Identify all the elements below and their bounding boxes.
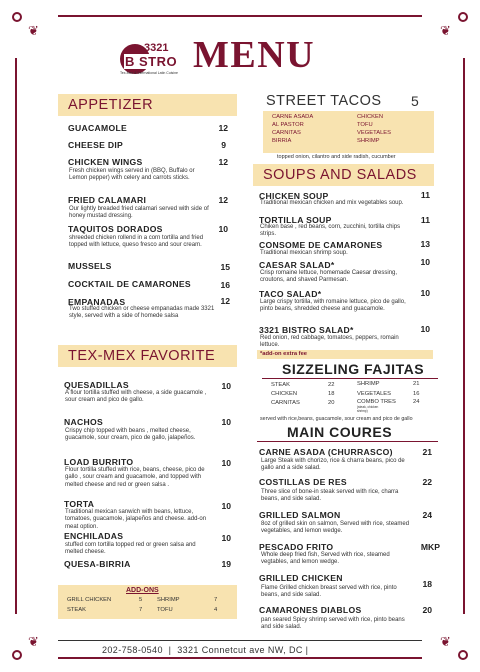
scroll-ornament: ❦ bbox=[440, 634, 451, 649]
menu-item-desc: Crisp romaine lettuce, homemade Caesar dressing, croutons, and shaved Parmesan. bbox=[260, 270, 398, 284]
menu-item-price: 13 bbox=[420, 239, 430, 249]
menu-item-name: TORTILLA SOUP bbox=[259, 215, 332, 225]
menu-item-desc: Traditional mexican sanwich with beans, lettuce, tomatoes, guacamole, jalapeños and cheese. add-on meat option. bbox=[65, 509, 207, 530]
menu-item-desc: Red onion, red cabbage, tomatoes, peppers, romain lettuce. bbox=[260, 335, 399, 349]
menu-item-desc: Crispy chip topped with beans , melted cheese, guacamole, sour cream, pico de gallo, jalapeños. bbox=[65, 428, 196, 442]
fajita-name: COMBO TRES bbox=[357, 399, 396, 405]
menu-item-price: 10 bbox=[420, 257, 430, 267]
menu-item-desc: Our lightly breaded fried calamari served with side of honey mustad dressing. bbox=[69, 206, 209, 220]
tacos-option: TOFU bbox=[357, 122, 373, 128]
fajita-name: CHICKEN bbox=[271, 391, 298, 397]
page-title: MENU bbox=[193, 34, 316, 76]
menu-item-name: CHICKEN WINGS bbox=[68, 157, 143, 167]
fajita-price: 21 bbox=[413, 381, 420, 387]
corner-ornament bbox=[12, 12, 22, 22]
menu-item-price: 9 bbox=[221, 140, 226, 150]
tacos-option: CHICKEN bbox=[357, 114, 384, 120]
menu-item-name: CHICKEN SOUP bbox=[259, 191, 329, 201]
menu-item-price: 10 bbox=[221, 533, 231, 543]
menu-item-price: 10 bbox=[218, 224, 228, 234]
fajita-name: STEAK bbox=[271, 382, 291, 388]
menu-item-desc: 8oz of grilled skin on salmon, Served with rice, steamed vegetables, and lemon wedge. bbox=[261, 521, 410, 535]
menu-item-name: GRILLED CHICKEN bbox=[259, 573, 343, 583]
fajita-price: 22 bbox=[328, 382, 335, 388]
menu-item-name: TACO SALAD* bbox=[259, 289, 322, 299]
tacos-title: STREET TACOS bbox=[266, 93, 382, 109]
scroll-ornament: ❦ bbox=[28, 634, 39, 649]
addon-price: 5 bbox=[139, 597, 143, 603]
frame-left bbox=[15, 58, 17, 614]
menu-item-name: CAMARONES DIABLOS bbox=[259, 605, 362, 615]
menu-item-name: QUESA-BIRRIA bbox=[64, 559, 131, 569]
menu-item-name: CHEESE DIP bbox=[68, 140, 124, 150]
menu-item-name: COCKTAIL DE CAMARONES bbox=[68, 279, 191, 289]
menu-item-name: TORTA bbox=[64, 499, 95, 509]
menu-item-price: 10 bbox=[420, 324, 430, 334]
addon-note: *add-on extra fee bbox=[260, 351, 308, 357]
main-title: MAIN COURES bbox=[287, 424, 393, 440]
menu-item-name: EMPANADAS bbox=[68, 297, 126, 307]
addon-price: 7 bbox=[214, 597, 218, 603]
addon-price: 7 bbox=[139, 607, 143, 613]
menu-item-name: GUACAMOLE bbox=[68, 123, 128, 133]
menu-item-desc: Chiken base , red beans, corn, zucchini, tortilla chips strips. bbox=[260, 224, 401, 238]
tacos-price: 5 bbox=[411, 93, 419, 109]
menu-item-desc: Two stuffed chicken or cheese empanadas made 3321 style, served with a side of homede salsa bbox=[69, 306, 215, 320]
menu-item-name: PESCADO FRITO bbox=[259, 542, 334, 552]
menu-item-price: 19 bbox=[221, 559, 231, 569]
footer-divider bbox=[58, 640, 422, 641]
corner-ornament bbox=[12, 650, 22, 660]
menu-item-desc: stuffed corn tortilla topped red or green salsa and melted cheese. bbox=[65, 542, 196, 556]
fajita-price: 20 bbox=[328, 400, 335, 406]
menu-item-desc: Large Steak with chorizo, rice & charra beans, pico de gallo and a side salad. bbox=[261, 458, 405, 472]
menu-item-price: 15 bbox=[220, 262, 230, 272]
menu-item-price: 12 bbox=[218, 157, 228, 167]
menu-item-desc: pan seared Spicy shrimp served with rice, pinto beans and side salad. bbox=[261, 617, 405, 631]
menu-item-price: 21 bbox=[422, 447, 432, 457]
menu-item-desc: shreeded chicken rollend in a corn tortilla and fried topped with lettuce, queso fresco and sour cream. bbox=[69, 235, 204, 249]
frame-right bbox=[463, 58, 465, 614]
logo-number: 3321 bbox=[144, 42, 169, 54]
fajita-price: 18 bbox=[328, 391, 335, 397]
addon-price: 4 bbox=[214, 607, 218, 613]
menu-item-price: 16 bbox=[220, 280, 230, 290]
fajita-name: CARNITAS bbox=[271, 400, 300, 406]
menu-item-price: 10 bbox=[221, 417, 231, 427]
scroll-ornament: ❦ bbox=[28, 23, 39, 38]
fajita-name: VEGETALES bbox=[357, 391, 392, 397]
logo-tagline: Tex-Mex & International Latin Cuisine bbox=[120, 71, 178, 75]
footer-contact: 202-758-0540 | 3321 Connetcut ave NW, DC | bbox=[102, 645, 309, 655]
addons-title: ADD-ONS bbox=[126, 587, 159, 594]
menu-item-name: GRILLED SALMON bbox=[259, 510, 341, 520]
scroll-ornament: ❦ bbox=[440, 23, 451, 38]
addon-name: TOFU bbox=[157, 607, 173, 613]
menu-item-desc: Flame Grilled chicken breast served with rice, pinto beans, and side salad. bbox=[261, 585, 397, 599]
tacos-note: topped onion, cilantro and side radish, cucumber bbox=[277, 154, 396, 160]
menu-item-name: QUESADILLAS bbox=[64, 380, 129, 390]
menu-item-price: 12 bbox=[220, 296, 230, 306]
menu-item-price: 10 bbox=[221, 458, 231, 468]
menu-item-name: ENCHILADAS bbox=[64, 531, 124, 541]
tacos-option: CARNE ASADA bbox=[272, 114, 314, 120]
menu-item-price: MKP bbox=[420, 542, 440, 552]
corner-ornament bbox=[458, 650, 468, 660]
fajita-combo-sub: (steak, chicken shrimp) bbox=[357, 405, 379, 413]
tacos-option: AL PASTOR bbox=[272, 122, 304, 128]
menu-item-desc: Large crispy tortilla, with romaine lettuce, pico de gallo, pinto beans, shredded cheese and guacamole. bbox=[260, 299, 406, 313]
texmex-header: TEX-MEX FAVORITE bbox=[58, 345, 237, 367]
menu-item-price: 12 bbox=[218, 123, 228, 133]
menu-item-name: LOAD BURRITO bbox=[64, 457, 134, 467]
fajita-name: SHRIMP bbox=[357, 381, 380, 387]
menu-item-price: 12 bbox=[218, 195, 228, 205]
menu-item-price: 20 bbox=[422, 605, 432, 615]
menu-item-price: 10 bbox=[221, 381, 231, 391]
soups-header: SOUPS AND SALADS bbox=[253, 164, 434, 186]
frame-bottom bbox=[58, 657, 422, 659]
fajita-price: 24 bbox=[413, 399, 420, 405]
menu-item-name: NACHOS bbox=[64, 417, 104, 427]
menu-item-price: 10 bbox=[221, 501, 231, 511]
menu-item-desc: Flour tortilla stuffed with rice, beans, cheese, pico de gallo , sour cream and guacamole, and topped with melted cheese and red or green salsa . bbox=[65, 467, 205, 488]
menu-item-desc: Traditional mexican shrimp soup. bbox=[260, 250, 348, 256]
menu-item-desc: Fresh chicken wings served in (BBQ, Buffalo or Lemon pepper) with celery and carrots sticks. bbox=[69, 168, 195, 182]
appetizer-header: APPETIZER bbox=[58, 94, 237, 116]
addon-name: SHRIMP bbox=[157, 597, 180, 603]
fajitas-note: served with rice,beans, guacamole, sour cream and pico de gallo bbox=[260, 416, 413, 422]
menu-item-name: 3321 BISTRO SALAD* bbox=[259, 325, 354, 335]
menu-item-desc: Whole deep fried fish, Served with rice, steamed vegtables, and lemon wedge. bbox=[261, 552, 390, 566]
fajita-price: 16 bbox=[413, 391, 420, 397]
menu-item-price: 11 bbox=[420, 215, 430, 225]
tacos-option: CARNITAS bbox=[272, 130, 301, 136]
fajitas-title: SIZZELING FAJITAS bbox=[282, 361, 425, 377]
tacos-option: BIRRIA bbox=[272, 138, 292, 144]
corner-ornament bbox=[458, 12, 468, 22]
addon-name: STEAK bbox=[67, 607, 87, 613]
menu-item-name: CAESAR SALAD* bbox=[259, 260, 335, 270]
frame-top bbox=[58, 15, 422, 17]
menu-item-name: FRIED CALAMARI bbox=[68, 195, 147, 205]
tacos-option: SHRIMP bbox=[357, 138, 380, 144]
menu-item-price: 24 bbox=[422, 510, 432, 520]
menu-item-price: 18 bbox=[422, 579, 432, 589]
main-divider bbox=[257, 441, 438, 442]
fajitas-divider bbox=[262, 378, 438, 379]
logo bbox=[120, 40, 192, 80]
menu-item-desc: Traditional mexican chicken and mix vegetables soup. bbox=[260, 200, 404, 206]
menu-item-name: TAQUITOS DORADOS bbox=[68, 224, 163, 234]
addon-name: GRILL CHICKEN bbox=[67, 597, 112, 603]
menu-item-desc: Three slice of bone-in steak served with rice, charra beans, and side salad. bbox=[261, 489, 399, 503]
menu-item-desc: A flour tortilla stuffed with cheese, a side guacamole , sour cream and pico de gallo. bbox=[65, 390, 207, 404]
menu-item-name: MUSSELS bbox=[68, 261, 112, 271]
menu-item-price: 11 bbox=[420, 190, 430, 200]
menu-item-price: 22 bbox=[422, 477, 432, 487]
menu-item-name: CONSOME DE CAMARONES bbox=[259, 240, 383, 250]
tacos-option: VEGETALES bbox=[357, 130, 392, 136]
logo-name: B STRO bbox=[125, 54, 178, 69]
menu-item-price: 10 bbox=[420, 288, 430, 298]
menu-item-name: CARNE ASADA (CHURRASCO) bbox=[259, 447, 393, 457]
menu-item-name: COSTILLAS DE RES bbox=[259, 477, 347, 487]
